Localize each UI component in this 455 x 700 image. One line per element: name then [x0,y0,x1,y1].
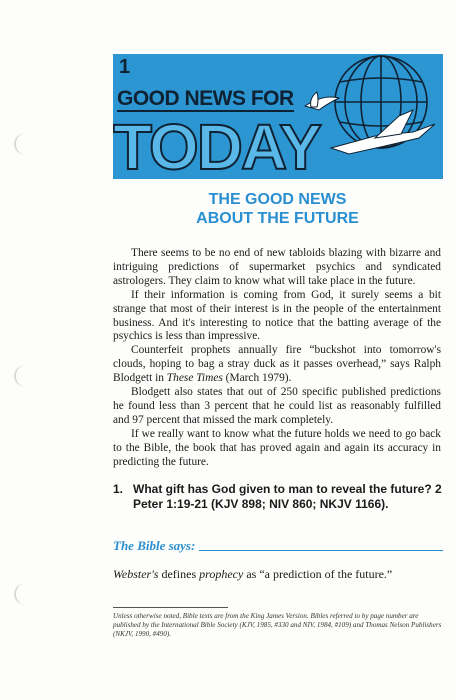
binder-hole [14,583,38,605]
footnote: Unless otherwise noted, Bible texts are from the King James Version. Bibles referred to by page number are published by the International Bible Society (KJV, 1985, #330 and NIV, 1984, #109) and Thomas Nelson Publishers (NKJV, 1990, #490). [113,612,442,638]
paragraph: If we really want to know what the future holds we need to go back to the Bible, the book that has proved again and again its accuracy in predicting the future. [113,427,441,468]
paragraph: Blodgett also states that out of 250 specific published predictions he found less than 3 percent that he could list as reasonably fulfilled and 97 percent that missed the mark completely. [113,386,441,426]
footnote-divider [113,607,228,608]
bible-says-label: The Bible says: [113,538,196,553]
paragraph: If their information is coming from God, it surely seems a bit strange that most of their interest is in the people of the entertainment business. And it's interesting to notice that the batting average of the psychics is less than impressive. [113,288,441,343]
intro-text [113,247,441,470]
source-title: These Times [166,372,223,385]
banner-title-big: TODAY [113,111,320,179]
paragraph-text: Counterfeit prophets annually fire “buckshot into tomorrow's clouds, hoping to bag a stray duck as it passes overhead,” says Ralph Blodgett in [113,344,441,385]
question-text: What gift has God given to man to reveal the future? 2 Peter 1:19-21 (KJV 898; NIV 860; NKJV 1166). [133,482,442,511]
binder-hole [14,133,38,155]
paragraph [113,344,441,386]
dove-icon [305,92,339,110]
page-title-line2: ABOUT THE FUTURE [196,210,359,227]
paragraph-tail: (March 1979). [222,372,292,385]
study-question [113,482,443,512]
lesson-number: 1 [119,56,131,78]
question-number: 1. [113,482,124,496]
page-title-line1: THE GOOD NEWS [208,191,347,208]
answer-line[interactable] [199,549,443,551]
paragraph: There seems to be no end of new tabloids blazing with bizarre and intriguing predictions of supermarket psychics and syndicated astrologers. They claim to know what will take place in the future. [113,247,441,287]
lesson-banner [113,54,443,179]
definition-term: prophecy [199,567,244,581]
banner-title-top: GOOD NEWS FOR [117,87,294,110]
binder-hole [14,365,38,387]
definition-text [113,567,443,582]
bible-says-field [113,538,443,554]
definition-text-mid: defines [158,567,200,581]
page-title [180,190,375,228]
definition-tail: as “a prediction of the future.” [243,567,393,581]
definition-source: Webster's [113,567,159,581]
